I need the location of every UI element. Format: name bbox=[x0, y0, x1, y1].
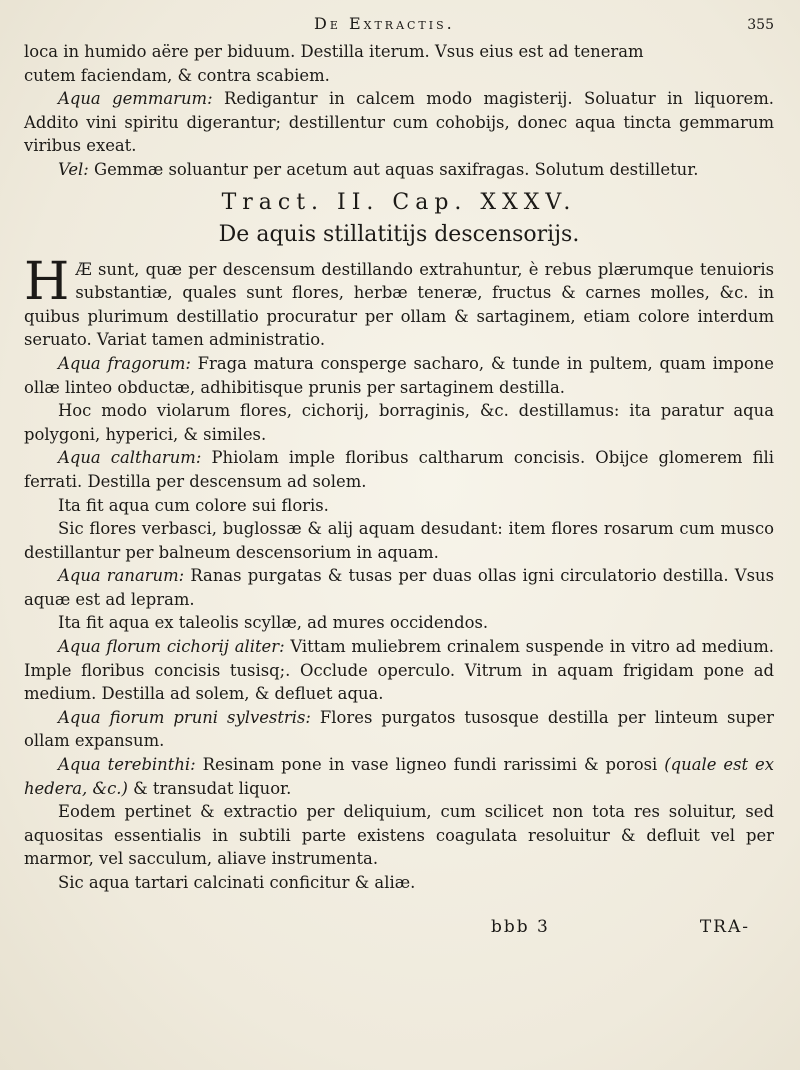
intro-line-2: cutem faciendam, & contra scabiem. bbox=[24, 65, 330, 85]
drop-cap: H bbox=[24, 251, 70, 312]
paragraph-ita-fit-scyllae: Ita fit aqua ex taleolis scyllæ, ad mures occidendos. bbox=[58, 613, 489, 633]
catchword: TRA- bbox=[699, 916, 750, 937]
paragraph-eodem: Eodem pertinet & extractio per deliquium, cum scilicet non tota res soluitur, sed aquositas essentialis in subtili parte existens coagulata resoluitur & defluit vel per marmor, vel sacculum, aliave instrumenta. bbox=[24, 802, 774, 869]
paragraph-first bbox=[24, 251, 774, 352]
recipe-label: Aqua ranarum: bbox=[58, 566, 185, 586]
recipe-text: Flores purgatos tusosque destilla per linteum super ollam expansum. bbox=[24, 707, 774, 751]
chapter-heading: Tract. II. Cap. XXXV. bbox=[221, 189, 577, 215]
paragraph-aqua-terebinthi bbox=[24, 753, 774, 800]
recipe-text-tail: & transudat liquor. bbox=[133, 778, 292, 798]
chapter-subheading: De aquis stillatitijs descensorijs. bbox=[218, 221, 580, 247]
paragraph-ita-fit: Ita fit aqua cum colore sui floris. bbox=[58, 495, 329, 515]
signature-mark: bbb 3 bbox=[490, 916, 550, 937]
paragraph-aqua-fragorum bbox=[24, 352, 774, 399]
recipe-text: Redigantur in calcem modo magisterij. Soluatur in liquorem. Addito vini spiritu digerantur; destillentur cum cohobijs, donec aqua tincta gemmarum viribus exeat. bbox=[24, 89, 775, 156]
paragraph-aqua-ranarum bbox=[24, 564, 774, 611]
recipe-label: Aqua florum cichorij aliter: bbox=[58, 637, 285, 657]
page-number: 355 bbox=[747, 17, 774, 33]
recipe-label: Aqua gemmarum: bbox=[58, 89, 213, 109]
recipe-text: Resinam pone in vase ligneo fundi rarissimi & porosi bbox=[202, 755, 658, 775]
paragraph-aqua-florum-cichorij bbox=[24, 635, 774, 706]
paragraph-vel bbox=[24, 158, 774, 182]
recipe-text: Fraga matura consperge sacharo, & tunde in pultem, quam impone ollæ linteo obductæ, adhibitisque prunis per sartaginem destilla. bbox=[24, 353, 774, 397]
running-head-title: De Extractis. bbox=[314, 14, 455, 33]
recipe-text: Vittam muliebrem crinalem suspende in vitro ad medium. Imple floribus concisis tusisq;. Occlude operculo. Vitrum in aquam frigidam pone ad medium. Destilla ad solem, & defluet aqua. bbox=[24, 637, 774, 704]
intro-line-1: loca in humido aëre per biduum. Destilla iterum. Vsus eius est ad teneram bbox=[24, 42, 644, 61]
recipe-label: Aqua fragorum: bbox=[58, 353, 191, 373]
recipe-label: Aqua terebinthi: bbox=[58, 755, 196, 775]
paragraph-sic-aqua-tartari: Sic aqua tartari calcinati conficitur & aliæ. bbox=[58, 873, 416, 892]
paragraph-aqua-gemmarum bbox=[24, 87, 774, 158]
main-text bbox=[24, 40, 774, 895]
recipe-text: Phiolam imple floribus caltharum concisis. Obijce glomerem fili ferrati. Destilla per descensum ad solem. bbox=[24, 448, 774, 491]
paragraph-aqua-pruni bbox=[24, 706, 774, 753]
recipe-text: Gemmæ soluantur per acetum aut aquas saxifragas. Solutum destilletur. bbox=[94, 159, 699, 179]
running-head bbox=[24, 14, 774, 40]
recipe-label: Aqua caltharum: bbox=[58, 448, 202, 468]
recipe-label: Aqua fiorum pruni sylvestris: bbox=[58, 707, 311, 727]
page-footer bbox=[24, 917, 774, 937]
paragraph-aqua-caltharum bbox=[24, 446, 774, 493]
recipe-parenthetical: (quale est ex hedera, &c.) bbox=[24, 755, 774, 798]
first-paragraph-text: Æ sunt, quæ per descensum destillando extrahuntur, è rebus plærumque tenuioris substantiæ, quales sunt flores, herbæ teneræ, fructus & carnes molles, &c. in quibus plurimum destillatio procuratur per ollam & sartaginem, etiam colore interdum seruato. Variat tamen administratio. bbox=[24, 259, 774, 350]
paragraph-hoc-modo: Hoc modo violarum flores, cichorij, borraginis, &c. destillamus: ita paratur aqua polygoni, hyperici, & similes. bbox=[24, 401, 774, 444]
paragraph-sic-flores: Sic flores verbasci, buglossæ & alij aquam desudant: item flores rosarum cum musco destillantur per balneum descensorium in aquam. bbox=[24, 519, 774, 562]
recipe-text: Ranas purgatas & tusas per duas ollas igni circulatorio destilla. Vsus aquæ est ad lepram. bbox=[24, 566, 774, 609]
recipe-label: Vel: bbox=[58, 159, 89, 179]
